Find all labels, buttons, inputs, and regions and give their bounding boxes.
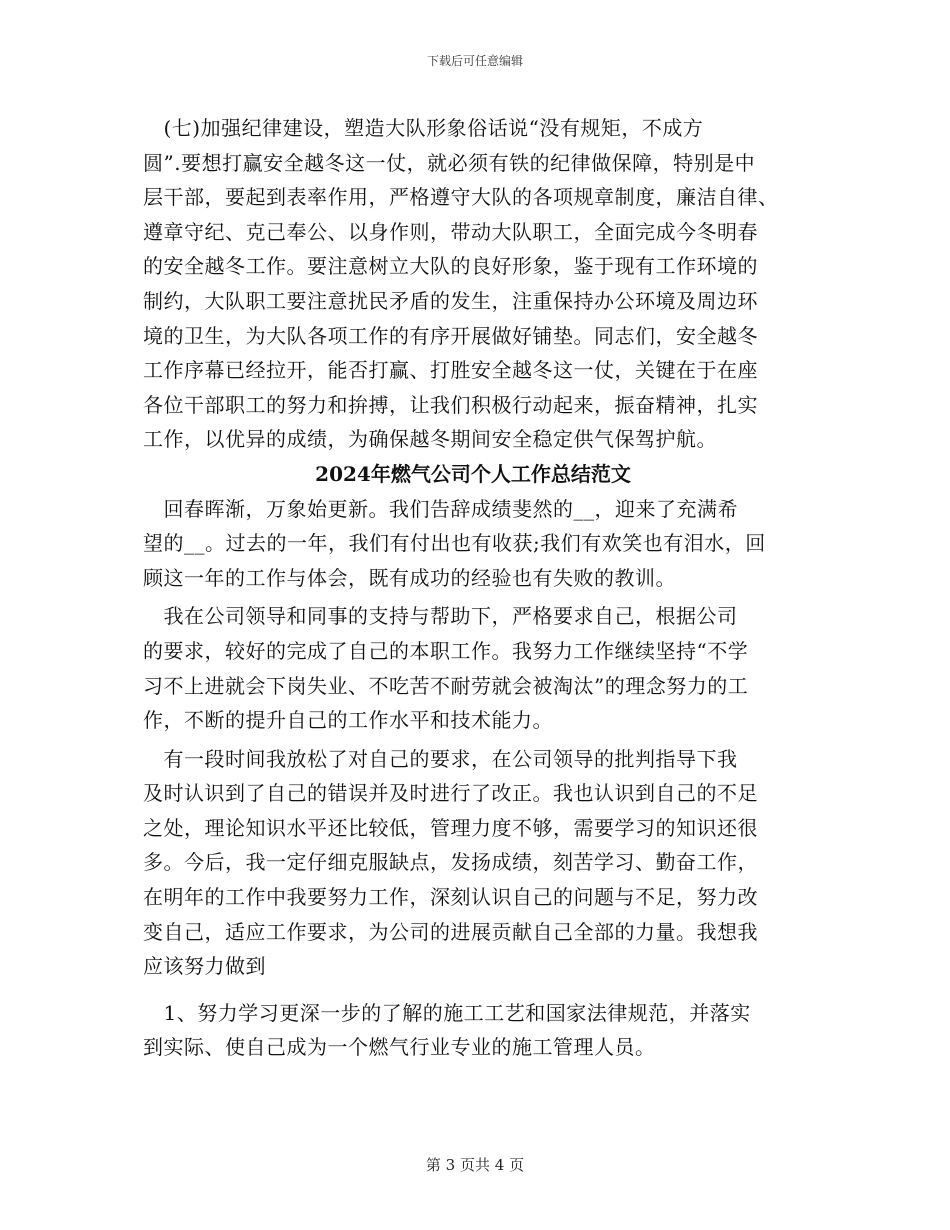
text-line: 的安全越冬工作。要注意树立大队的良好形象，鉴于现有工作环境的 — [143, 254, 758, 279]
text-line: 及时认识到了自己的错误并及时进行了改正。我也认识到自己的不足 — [143, 781, 758, 806]
text-line: 我在公司领导和同事的支持与帮助下，严格要求自己，根据公司 — [143, 604, 738, 629]
text-line: 习不上进就会下岗失业、不吃苦不耐劳就会被淘汰”的理念努力的工 — [143, 673, 749, 698]
text-line: 应该努力做到 — [143, 954, 266, 979]
text-line: 到实际、使自己成为一个燃气行业专业的施工管理人员。 — [143, 1035, 656, 1060]
text-line: 遵章守纪、克己奉公、以身作则，带动大队职工，全面完成今冬明春 — [143, 219, 758, 244]
paragraph-support — [143, 599, 803, 737]
paragraph-self-review — [143, 742, 803, 984]
text-line: 多。今后，我一定仔细克服缺点，发扬成绩，刻苦学习、勤奋工作， — [143, 850, 758, 875]
text-line: 各位干部职工的努力和拚搏，让我们积极行动起来，振奋精神，扎实 — [143, 392, 758, 417]
document-title: 2024年燃气公司个人工作总结范文 — [315, 461, 631, 486]
text-line: 在明年的工作中我要努力工作，深刻认识自己的问题与不足，努力改 — [143, 885, 758, 910]
text-line: 境的卫生，为大队各项工作的有序开展做好铺垫。同志们，安全越冬 — [143, 323, 758, 348]
document-body — [143, 111, 803, 1065]
text-line: 顾这一年的工作与体会，既有成功的经验也有失败的教训。 — [143, 565, 676, 590]
paragraph-intro — [143, 492, 803, 596]
text-line: 变自己，适应工作要求，为公司的进展贡献自己全部的力量。我想我 — [143, 919, 758, 944]
text-line: 圆”.要想打赢安全越冬这一仗，就必须有铁的纪律做保障，特别是中 — [143, 150, 756, 175]
text-line: 回春晖渐，万象始更新。我们告辞成绩斐然的__，迎来了充满希 — [143, 496, 738, 521]
page-header: 下载后可任意编辑 — [426, 54, 523, 68]
section-discipline — [143, 111, 803, 457]
text-line: 的要求，较好的完成了自己的本职工作。我努力工作继续坚持“不学 — [143, 638, 749, 663]
text-line: 有一段时间我放松了对自己的要求，在公司领导的批判指导下我 — [143, 746, 738, 771]
text-line: 层干部，要起到表率作用，严格遵守大队的各项规章制度，廉洁自律、 — [143, 185, 779, 210]
text-line: 作，不断的提升自己的工作水平和技术能力。 — [143, 708, 553, 733]
text-line: 制约，大队职工要注意扰民矛盾的发生，注重保持办公环境及周边环 — [143, 288, 758, 313]
text-line: (七)加强纪律建设，塑造大队形象俗话说“没有规矩，不成方 — [143, 116, 704, 140]
text-line: 之处，理论知识水平还比较低，管理力度不够，需要学习的知识还很 — [143, 815, 758, 840]
page-number: 第 3 页共 4 页 — [425, 1156, 525, 1174]
text-line: 1、努力学习更深一步的了解的施工工艺和国家法律规范，并落实 — [143, 1000, 751, 1025]
text-line: 望的__。过去的一年，我们有付出也有收获;我们有欢笑也有泪水，回 — [143, 531, 766, 556]
text-line: 工作序幕已经拉开，能否打赢、打胜安全越冬这一仗，关键在于在座 — [143, 358, 758, 383]
paragraph-goal-1 — [143, 996, 803, 1065]
text-line: 工作，以优异的成绩，为确保越冬期间安全稳定供气保驾护航。 — [143, 427, 717, 452]
